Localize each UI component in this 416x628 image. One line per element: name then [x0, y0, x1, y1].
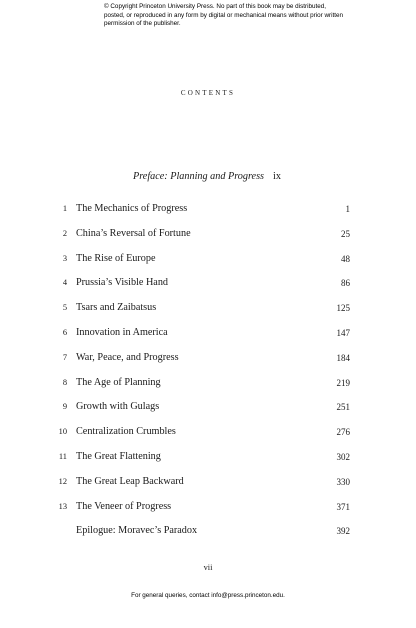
chapter-title: Prussia’s Visible Hand [76, 277, 169, 289]
toc-entry [0, 371, 416, 396]
toc-entry [0, 247, 416, 272]
chapter-number: 1 [62, 204, 67, 213]
epilogue-page: 392 [336, 526, 350, 537]
toc-entry [0, 271, 416, 296]
chapter-number: 2 [62, 228, 67, 238]
chapter-number: 7 [62, 352, 67, 362]
chapter-title: The Great Leap Backward [76, 475, 184, 487]
toc-entry [0, 346, 416, 371]
chapter-title: Tsars and Zaibatsus [76, 302, 157, 314]
chapter-title: War, Peace, and Progress [76, 351, 179, 363]
chapter-page: 302 [336, 451, 350, 462]
chapter-number: 8 [62, 377, 67, 387]
epilogue-title: Epilogue: Moravec’s Paradox [76, 525, 198, 537]
toc-entry [0, 321, 416, 346]
chapter-number: 6 [62, 327, 67, 337]
chapter-page: 184 [336, 352, 350, 363]
chapter-page: 147 [336, 327, 350, 338]
toc-entry [0, 296, 416, 321]
chapter-title: The Veneer of Progress [76, 500, 172, 512]
footer-contact: For general queries, contact info@press.princeton.edu. [131, 592, 285, 599]
chapter-page: 219 [336, 377, 350, 388]
toc-entry [0, 495, 416, 520]
toc-entry [0, 445, 416, 470]
chapter-title: The Mechanics of Progress [76, 203, 188, 214]
chapter-page: 330 [336, 476, 350, 487]
chapter-page: 276 [336, 427, 350, 438]
toc-entry [0, 222, 416, 247]
chapter-title: The Age of Planning [76, 376, 161, 388]
chapter-page: 371 [336, 501, 350, 512]
chapter-title: Growth with Gulags [76, 401, 160, 413]
page-folio: vii [203, 563, 213, 572]
chapter-title: The Rise of Europe [76, 252, 156, 264]
contents-heading: contents [180, 87, 236, 98]
toc-entry [0, 420, 416, 445]
chapter-number: 12 [58, 476, 67, 486]
preface-entry [133, 171, 281, 182]
chapter-page: 1 [345, 204, 350, 214]
toc-entry-epilogue [0, 519, 416, 544]
preface-page: ix [273, 171, 281, 182]
chapter-title: Innovation in America [76, 326, 168, 338]
chapter-number: 5 [62, 303, 67, 313]
chapter-page: 125 [336, 303, 350, 314]
chapter-page: 25 [341, 228, 350, 239]
chapter-number: 10 [58, 427, 67, 437]
chapter-page: 251 [336, 402, 350, 413]
toc-entry [0, 470, 416, 495]
chapter-number: 3 [62, 253, 67, 263]
chapter-title: Centralization Crumbles [76, 426, 176, 438]
chapter-number: 9 [62, 402, 67, 412]
toc-entry [0, 197, 416, 222]
toc-entry [0, 395, 416, 420]
chapter-page: 86 [341, 278, 350, 289]
preface-title: Preface: Planning and Progress [133, 171, 264, 182]
chapter-title: China’s Reversal of Fortune [76, 227, 191, 239]
chapter-number: 13 [58, 501, 67, 511]
chapter-number: 4 [62, 278, 67, 288]
chapter-number: 11 [58, 451, 67, 461]
chapter-page: 48 [341, 253, 350, 264]
chapter-title: The Great Flattening [76, 450, 161, 462]
copyright-notice: © Copyright Princeton University Press. No part of this book may be distributed, posted, or reproduced in any form by digital or mechanical means without prior written permission of the publisher. [104, 3, 344, 28]
toc-list [0, 197, 416, 544]
